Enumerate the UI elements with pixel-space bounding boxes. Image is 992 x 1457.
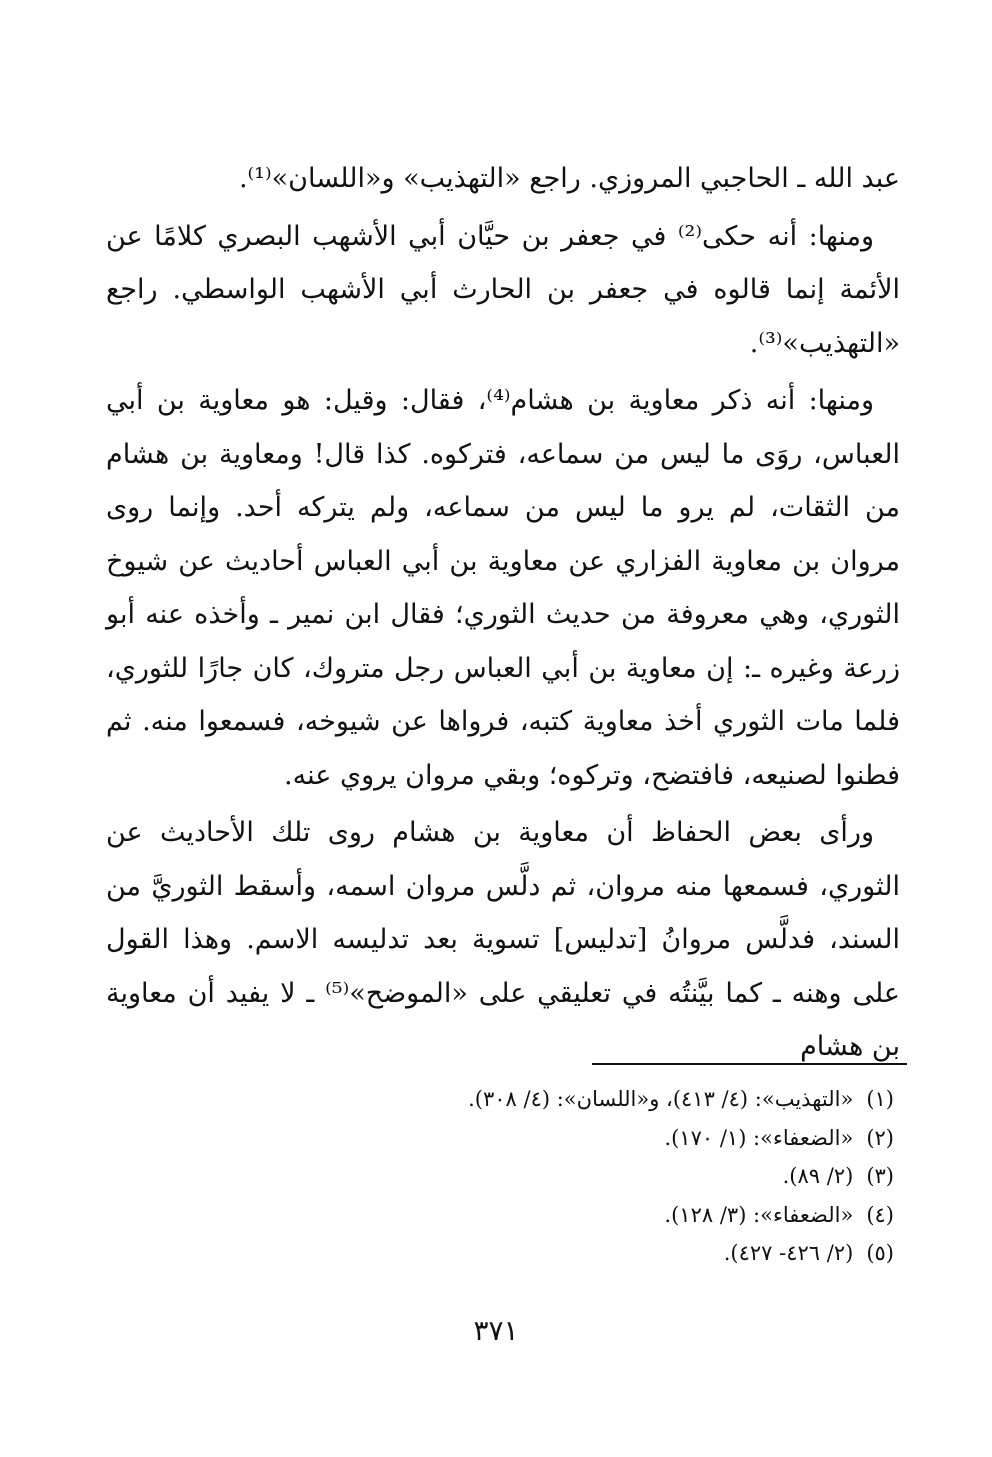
footnote-text: (٢/ ٤٢٦- ٤٢٧). (723, 1241, 854, 1265)
footnote-item (106, 1196, 894, 1235)
footnote-number: (٤) (866, 1202, 894, 1227)
footnote-number: (٣) (866, 1164, 894, 1188)
footnote-text: (٢/ ٨٩). (782, 1164, 854, 1188)
footnote-item (106, 1234, 894, 1273)
footnote-item (106, 1119, 894, 1158)
paragraph: ومنها: أنه ذكر معاوية بن هشام⁽⁴⁾، فقال: وقيل: هو معاوية بن أبي العباس، روَى ما ليس من سماعه، فتركوه. كذا قال! ومعاوية بن هشام من الثقات، لم يرو ما ليس من سماعه، ولم يتركه أحد. وإنما روى مروان بن معاوية الفزاري عن معاوية بن أبي العباس أحاديث عن شيوخ الثوري، وهي معروفة من حديث الثوري؛ فقال ابن نمير ـ وأخذه عنه أبو زرعة وغيره ـ: إن معاوية بن أبي العباس رجل متروك، كان جارًا للثوري، فلما مات الثوري أخذ معاوية كتبه، فرواها عن شيوخه، فسمعوا منه. ثم فطنوا لصنيعه، فافتضح، وتركوه؛ وبقي مروان يروي عنه. (106, 385, 900, 791)
footnote-separator (592, 1063, 907, 1065)
footnote-text: «التهذيب»: (٤/ ٤١٣)، و«اللسان»: (٤/ ٣٠٨). (468, 1087, 854, 1111)
footnote-item (106, 1080, 894, 1119)
paragraph: ورأى بعض الحفاظ أن معاوية بن هشام روى تلك الأحاديث عن الثوري، فسمعها منه مروان، ثم دلَّس مروان اسمه، وأسقط الثوريَّ من السند، فدلَّس مروانُ [تدليس] تسوية بعد تدليسه الاسم. وهذا القول على وهنه ـ كما بيَّنتُه في تعليقي على «الموضح»⁽⁵⁾ ـ لا يفيد أن معاوية بن هشام (106, 817, 900, 1062)
footnote-number: (٥) (866, 1241, 894, 1265)
footnotes (106, 1080, 894, 1273)
paragraph: ومنها: أنه حكى⁽²⁾ في جعفر بن حيَّان أبي الأشهب البصري كلامًا عن الأئمة إنما قالوه في جعفر بن الحارث أبي الأشهب الواسطي. راجع «التهذيب»⁽³⁾. (106, 220, 900, 359)
page-number: ٣٧١ (473, 1314, 519, 1347)
footnote-number: (١) (866, 1087, 894, 1111)
footnote-number: (٢) (866, 1125, 894, 1150)
paragraph-continuation: عبد الله ـ الحاجبي المروزي. راجع «التهذيب» و«اللسان»⁽¹⁾. (238, 163, 900, 194)
footnote-text: «الضعفاء»: (١/ ١٧٠). (664, 1125, 854, 1150)
main-text (106, 152, 900, 1074)
footnote-item (106, 1157, 894, 1196)
footnote-text: «الضعفاء»: (٣/ ١٢٨). (664, 1202, 854, 1227)
